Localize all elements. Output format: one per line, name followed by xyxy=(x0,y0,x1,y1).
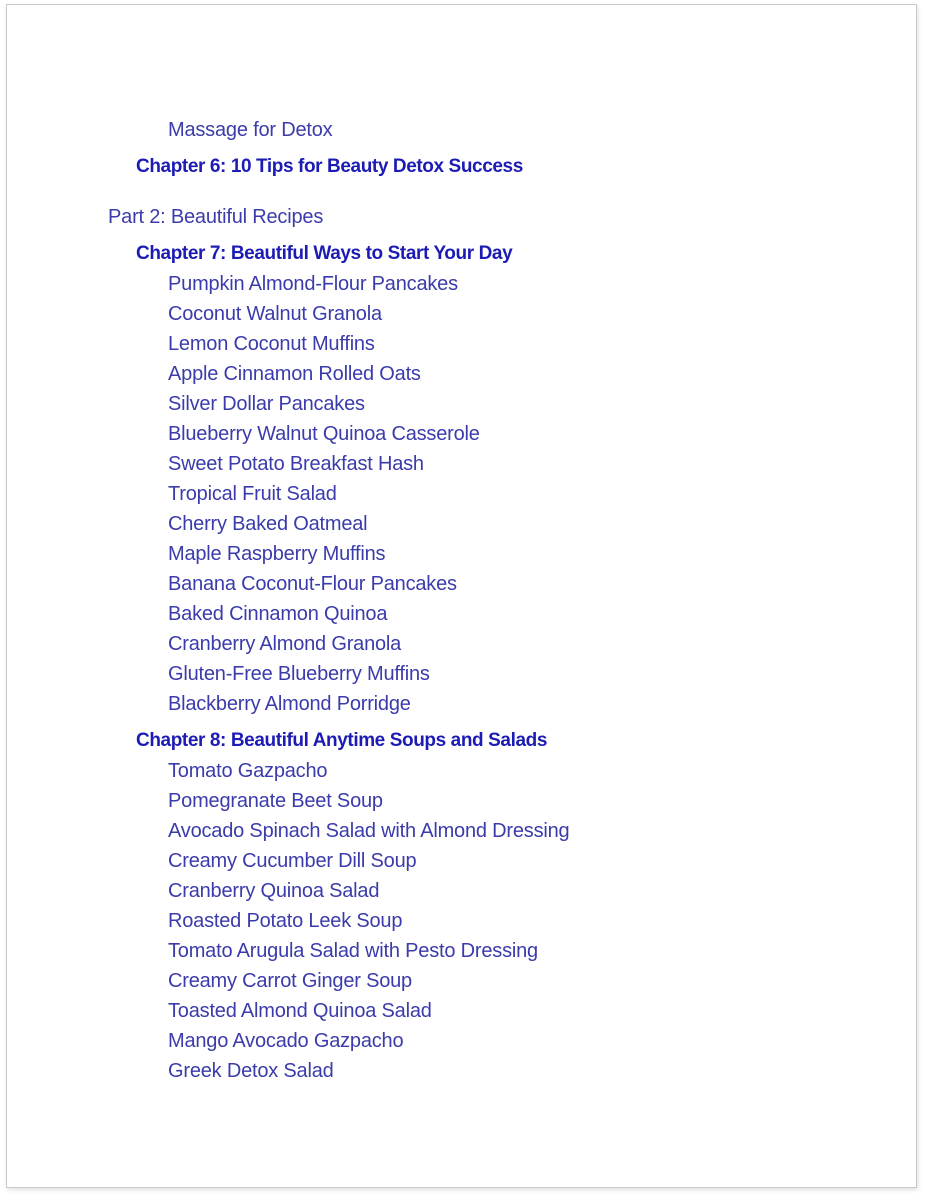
toc-entry-recipe[interactable]: Blueberry Walnut Quinoa Casserole xyxy=(168,423,480,445)
toc-entry-part[interactable]: Part 2: Beautiful Recipes xyxy=(108,206,324,228)
book-page xyxy=(6,4,917,1188)
toc-entry-recipe[interactable]: Banana Coconut-Flour Pancakes xyxy=(168,573,457,595)
toc-entry-recipe[interactable]: Sweet Potato Breakfast Hash xyxy=(168,453,424,475)
toc-entry-recipe[interactable]: Lemon Coconut Muffins xyxy=(168,333,375,355)
toc-entry-recipe[interactable]: Toasted Almond Quinoa Salad xyxy=(168,1000,432,1022)
toc-entry-recipe[interactable]: Coconut Walnut Granola xyxy=(168,303,382,325)
toc-entry-chapter[interactable]: Chapter 6: 10 Tips for Beauty Detox Success xyxy=(136,156,523,177)
toc-entry-recipe[interactable]: Pomegranate Beet Soup xyxy=(168,790,383,812)
toc-entry-recipe[interactable]: Silver Dollar Pancakes xyxy=(168,393,365,415)
toc-entry-recipe[interactable]: Tomato Gazpacho xyxy=(168,760,328,782)
toc-entry-recipe[interactable]: Creamy Carrot Ginger Soup xyxy=(168,970,412,992)
toc-entry-recipe[interactable]: Baked Cinnamon Quinoa xyxy=(168,603,388,625)
toc-entry-recipe[interactable]: Massage for Detox xyxy=(168,119,333,141)
toc-entry-recipe[interactable]: Greek Detox Salad xyxy=(168,1060,334,1082)
toc-entry-recipe[interactable]: Tomato Arugula Salad with Pesto Dressing xyxy=(168,940,538,962)
toc-entry-recipe[interactable]: Tropical Fruit Salad xyxy=(168,483,337,505)
toc-entry-recipe[interactable]: Cranberry Almond Granola xyxy=(168,633,402,655)
toc-entry-recipe[interactable]: Blackberry Almond Porridge xyxy=(168,693,411,715)
toc-entry-recipe[interactable]: Roasted Potato Leek Soup xyxy=(168,910,403,932)
toc-entry-recipe[interactable]: Cherry Baked Oatmeal xyxy=(168,513,368,535)
toc-entry-recipe[interactable]: Pumpkin Almond-Flour Pancakes xyxy=(168,273,458,295)
toc-entry-recipe[interactable]: Creamy Cucumber Dill Soup xyxy=(168,850,417,872)
toc-entry-chapter[interactable]: Chapter 8: Beautiful Anytime Soups and Salads xyxy=(136,730,547,751)
toc-entry-recipe[interactable]: Mango Avocado Gazpacho xyxy=(168,1030,404,1052)
toc-entry-recipe[interactable]: Apple Cinnamon Rolled Oats xyxy=(168,363,421,385)
table-of-contents xyxy=(7,5,916,1086)
toc-entry-recipe[interactable]: Cranberry Quinoa Salad xyxy=(168,880,380,902)
toc-entry-recipe[interactable]: Gluten-Free Blueberry Muffins xyxy=(168,663,430,685)
toc-entry-recipe[interactable]: Maple Raspberry Muffins xyxy=(168,543,386,565)
toc-entry-recipe[interactable]: Avocado Spinach Salad with Almond Dressing xyxy=(168,820,570,842)
toc-entry-chapter[interactable]: Chapter 7: Beautiful Ways to Start Your Day xyxy=(136,243,513,264)
